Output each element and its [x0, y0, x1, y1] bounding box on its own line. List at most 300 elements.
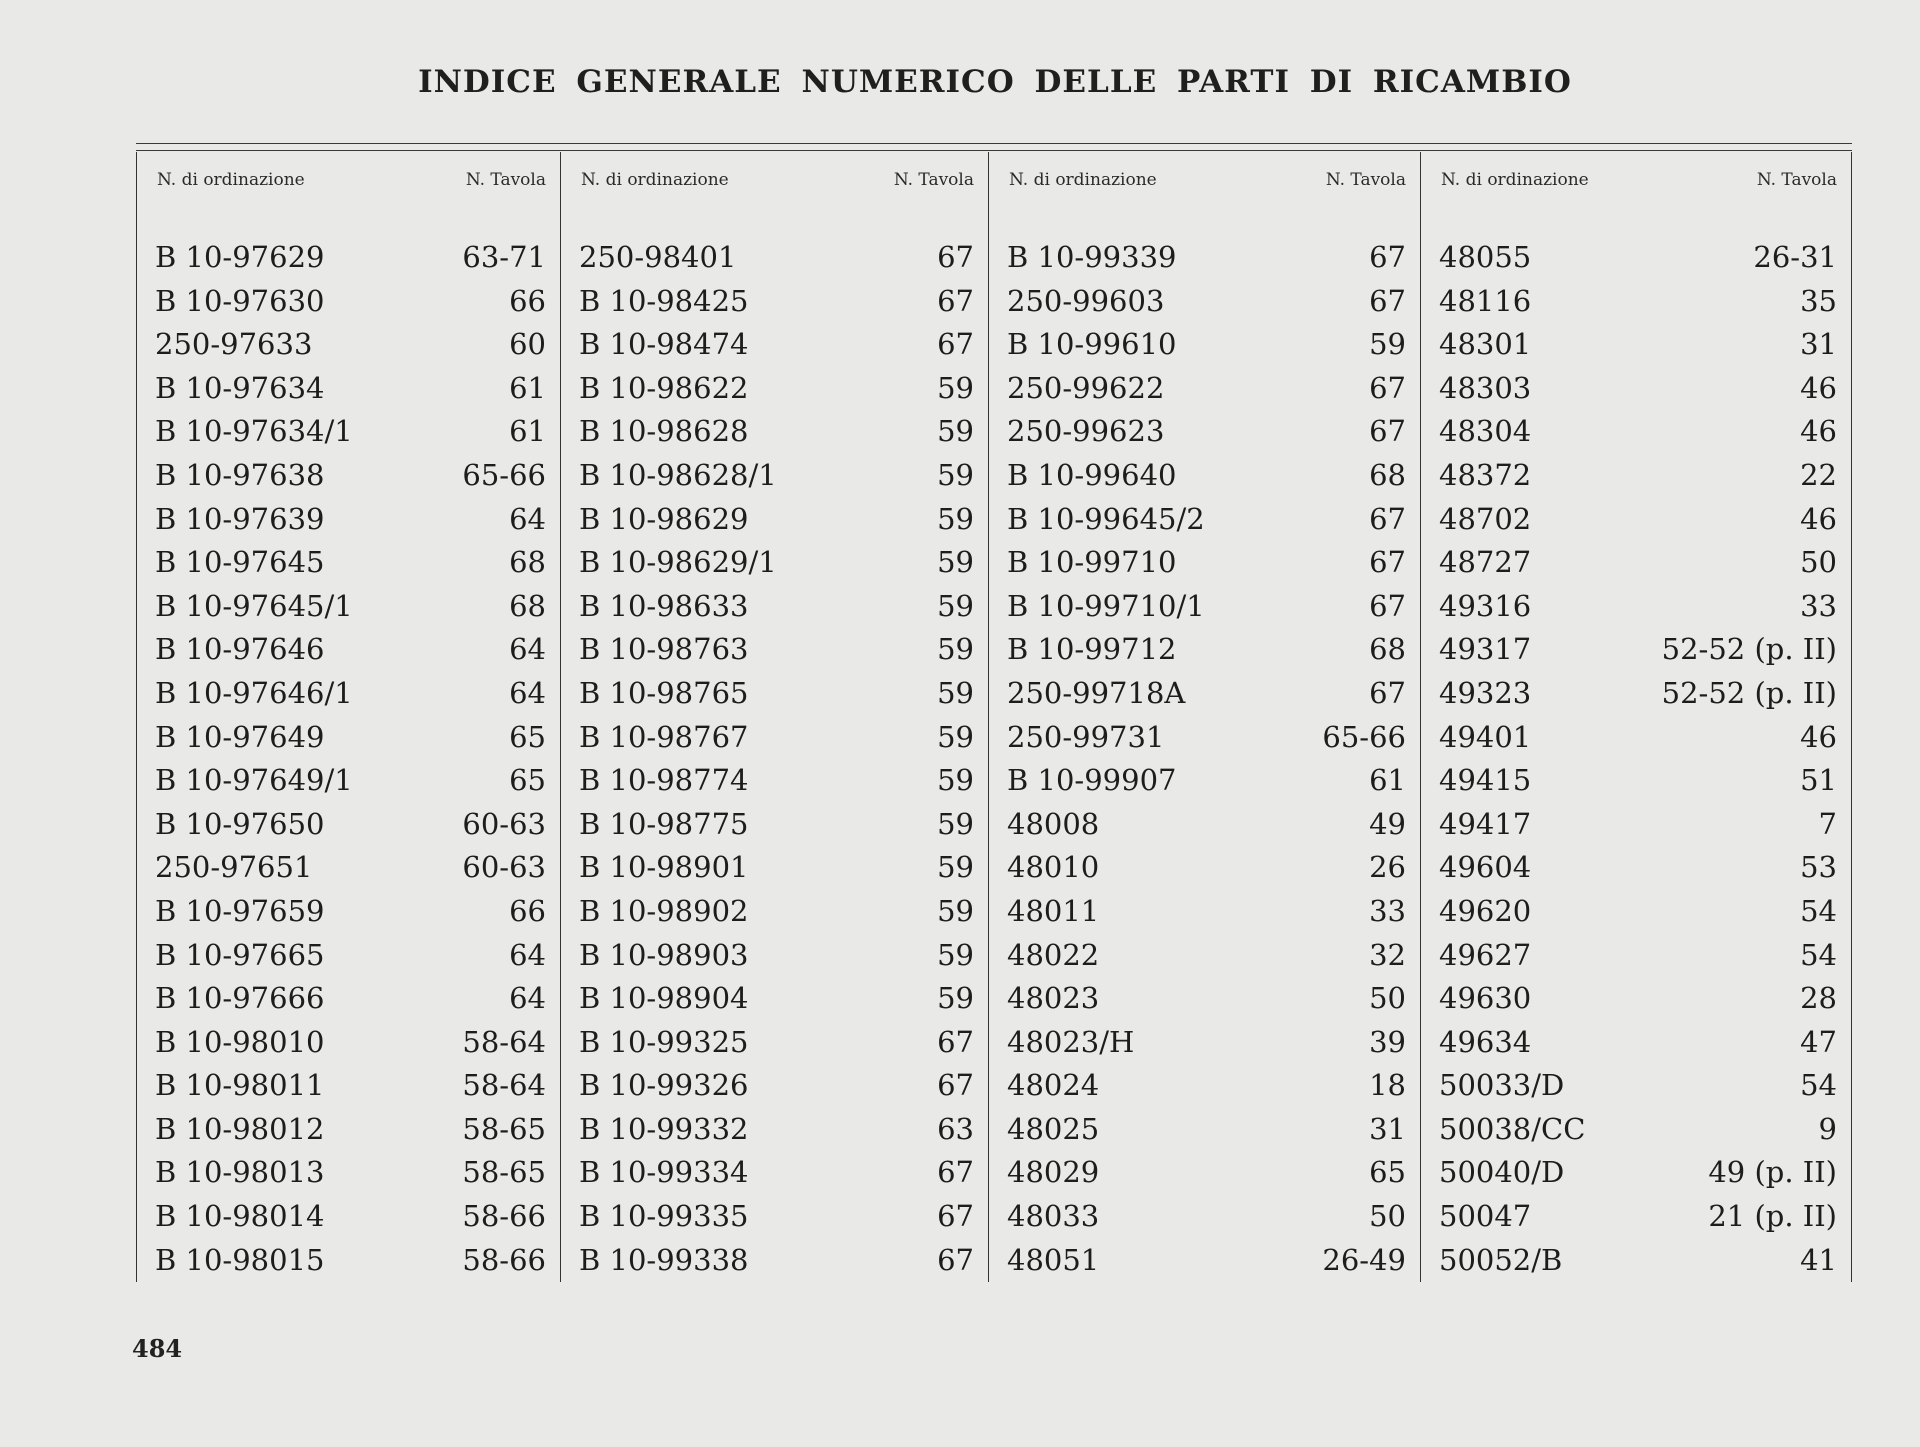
table-row — [989, 1064, 1420, 1108]
table-number: 65-66 — [462, 457, 546, 492]
table-row — [1421, 1151, 1851, 1195]
table-row — [561, 672, 988, 716]
table-row — [989, 541, 1420, 585]
order-number: 48023 — [1007, 981, 1100, 1016]
order-number: B 10-98763 — [579, 632, 749, 667]
table-number: 60 — [509, 327, 546, 362]
order-number: 48023/H — [1007, 1024, 1135, 1059]
table-row — [561, 934, 988, 978]
table-row — [561, 1021, 988, 1065]
table-row — [1421, 890, 1851, 934]
table-number: 54 — [1800, 937, 1837, 972]
table-row — [561, 628, 988, 672]
table-number: 18 — [1369, 1068, 1406, 1103]
order-number: B 10-97646 — [155, 632, 325, 667]
table-row — [137, 672, 560, 716]
table-row — [137, 410, 560, 454]
table-number: 68 — [1369, 632, 1406, 667]
order-number: 250-97651 — [155, 850, 313, 885]
column-header — [989, 170, 1420, 200]
table-row — [1421, 236, 1851, 280]
table-number: 58-66 — [462, 1199, 546, 1234]
table-number: 61 — [509, 370, 546, 405]
table-number: 68 — [1369, 457, 1406, 492]
table-row — [989, 803, 1420, 847]
table-row — [137, 1195, 560, 1239]
index-column-3 — [988, 152, 1420, 1282]
table-number: 67 — [1369, 283, 1406, 318]
order-number: B 10-97650 — [155, 806, 325, 841]
order-number: B 10-98011 — [155, 1068, 325, 1103]
table-number: 67 — [1369, 414, 1406, 449]
table-number: 61 — [509, 414, 546, 449]
order-number: B 10-99334 — [579, 1155, 749, 1190]
table-number: 67 — [1369, 240, 1406, 274]
order-number: B 10-98622 — [579, 370, 749, 405]
order-number: 48303 — [1439, 370, 1532, 405]
table-row — [1421, 1195, 1851, 1239]
table-row — [1421, 454, 1851, 498]
table-number: 67 — [937, 240, 974, 274]
order-number: B 10-98633 — [579, 588, 749, 623]
table-number: 59 — [937, 850, 974, 885]
table-number: 31 — [1800, 327, 1837, 362]
order-number: B 10-97629 — [155, 240, 325, 274]
table-row — [561, 803, 988, 847]
order-number: B 10-99907 — [1007, 763, 1177, 798]
table-number: 65 — [509, 763, 546, 798]
order-number: B 10-98629 — [579, 501, 749, 536]
table-number: 33 — [1369, 893, 1406, 928]
index-column-2 — [560, 152, 988, 1282]
order-number: B 10-98628/1 — [579, 457, 777, 492]
order-number: B 10-97630 — [155, 283, 325, 318]
table-number: 59 — [937, 588, 974, 623]
table-number: 54 — [1800, 1068, 1837, 1103]
order-number: B 10-97645 — [155, 545, 325, 580]
header-table-number: N. Tavola — [465, 170, 546, 190]
table-number: 31 — [1369, 1111, 1406, 1146]
table-row — [561, 454, 988, 498]
table-row — [1421, 1021, 1851, 1065]
table-row — [989, 759, 1420, 803]
table-number: 67 — [937, 1068, 974, 1103]
table-number: 50 — [1369, 1199, 1406, 1234]
table-row — [989, 977, 1420, 1021]
order-number: B 10-98901 — [579, 850, 749, 885]
order-number: 50038/CC — [1439, 1111, 1586, 1146]
table-row — [1421, 367, 1851, 411]
table-row — [989, 1195, 1420, 1239]
table-row — [989, 1108, 1420, 1152]
order-number: B 10-97649 — [155, 719, 325, 754]
table-row — [989, 890, 1420, 934]
order-number: B 10-98904 — [579, 981, 749, 1016]
table-number: 64 — [509, 501, 546, 536]
table-number: 26-31 — [1753, 240, 1837, 274]
order-number: 250-99718A — [1007, 675, 1186, 710]
table-number: 46 — [1800, 719, 1837, 754]
order-number: 48010 — [1007, 850, 1100, 885]
table-number: 67 — [1369, 370, 1406, 405]
table-row — [989, 498, 1420, 542]
order-number: B 10-98767 — [579, 719, 749, 754]
order-number: B 10-98775 — [579, 806, 749, 841]
table-number: 59 — [937, 763, 974, 798]
table-row — [561, 323, 988, 367]
table-row — [1421, 846, 1851, 890]
order-number: B 10-99325 — [579, 1024, 749, 1059]
table-row — [561, 977, 988, 1021]
table-number: 52-52 (p. II) — [1661, 675, 1837, 710]
order-number: 48029 — [1007, 1155, 1100, 1190]
table-row — [561, 236, 988, 280]
order-number: 250-99603 — [1007, 283, 1165, 318]
table-row — [561, 890, 988, 934]
order-number: 49417 — [1439, 806, 1532, 841]
table-row — [561, 541, 988, 585]
table-row — [1421, 628, 1851, 672]
table-row — [989, 1021, 1420, 1065]
order-number: 48702 — [1439, 501, 1532, 536]
header-table-number: N. Tavola — [893, 170, 974, 190]
order-number: 50033/D — [1439, 1068, 1565, 1103]
table-number: 67 — [1369, 545, 1406, 580]
order-number: B 10-99339 — [1007, 240, 1177, 274]
table-row — [989, 934, 1420, 978]
table-number: 26 — [1369, 850, 1406, 885]
order-number: B 10-98010 — [155, 1024, 325, 1059]
order-number: B 10-97634 — [155, 370, 325, 405]
table-row — [137, 367, 560, 411]
table-number: 66 — [509, 893, 546, 928]
table-number: 67 — [937, 1155, 974, 1190]
table-row — [561, 498, 988, 542]
table-number: 22 — [1800, 457, 1837, 492]
table-row — [137, 498, 560, 542]
order-number: B 10-97649/1 — [155, 763, 353, 798]
table-number: 53 — [1800, 850, 1837, 885]
header-table-number: N. Tavola — [1325, 170, 1406, 190]
table-row — [137, 454, 560, 498]
table-row — [137, 541, 560, 585]
table-row — [137, 759, 560, 803]
table-number: 68 — [509, 545, 546, 580]
table-number: 59 — [937, 675, 974, 710]
table-number: 58-66 — [462, 1242, 546, 1277]
table-number: 39 — [1369, 1024, 1406, 1059]
table-row — [137, 846, 560, 890]
table-row — [1421, 1239, 1851, 1283]
table-number: 67 — [937, 283, 974, 318]
table-number: 28 — [1800, 981, 1837, 1016]
table-number: 58-65 — [462, 1111, 546, 1146]
table-number: 58-65 — [462, 1155, 546, 1190]
order-number: 49317 — [1439, 632, 1532, 667]
table-row — [561, 1195, 988, 1239]
order-number: B 10-98474 — [579, 327, 749, 362]
order-number: 250-98401 — [579, 240, 737, 274]
table-number: 63-71 — [462, 240, 546, 274]
table-number: 58-64 — [462, 1068, 546, 1103]
table-number: 47 — [1800, 1024, 1837, 1059]
order-number: B 10-98015 — [155, 1242, 325, 1277]
table-number: 33 — [1800, 588, 1837, 623]
table-number: 67 — [937, 1024, 974, 1059]
table-number: 58-64 — [462, 1024, 546, 1059]
table-row — [561, 716, 988, 760]
table-number: 51 — [1800, 763, 1837, 798]
table-number: 67 — [1369, 588, 1406, 623]
order-number: B 10-98425 — [579, 283, 749, 318]
order-number: 48372 — [1439, 457, 1532, 492]
table-number: 49 — [1369, 806, 1406, 841]
table-number: 67 — [937, 1199, 974, 1234]
table-row — [137, 280, 560, 324]
table-number: 52-52 (p. II) — [1661, 632, 1837, 667]
order-number: 49323 — [1439, 675, 1532, 710]
table-number: 32 — [1369, 937, 1406, 972]
table-number: 21 (p. II) — [1708, 1199, 1837, 1234]
order-number: B 10-98774 — [579, 763, 749, 798]
table-row — [561, 1151, 988, 1195]
parts-index-table — [136, 152, 1852, 1282]
order-number: B 10-97659 — [155, 893, 325, 928]
table-row — [1421, 977, 1851, 1021]
table-row — [561, 585, 988, 629]
order-number: B 10-98012 — [155, 1111, 325, 1146]
table-row — [561, 410, 988, 454]
table-row — [989, 454, 1420, 498]
order-number: 48011 — [1007, 893, 1100, 928]
index-column-4 — [1420, 152, 1852, 1282]
table-row — [1421, 759, 1851, 803]
table-number: 59 — [937, 370, 974, 405]
table-number: 67 — [937, 1242, 974, 1277]
table-row — [1421, 323, 1851, 367]
table-row — [989, 672, 1420, 716]
table-number: 60-63 — [462, 806, 546, 841]
table-row — [137, 1151, 560, 1195]
table-number: 59 — [937, 981, 974, 1016]
order-number: B 10-97639 — [155, 501, 325, 536]
column-rows — [1421, 236, 1851, 1282]
order-number: 48033 — [1007, 1199, 1100, 1234]
order-number: B 10-97666 — [155, 981, 325, 1016]
table-number: 59 — [937, 806, 974, 841]
page-number: 484 — [132, 1334, 183, 1363]
table-row — [561, 280, 988, 324]
table-row — [137, 934, 560, 978]
column-rows — [561, 236, 988, 1282]
table-number: 61 — [1369, 763, 1406, 798]
table-row — [989, 280, 1420, 324]
table-number: 63 — [937, 1111, 974, 1146]
table-row — [989, 1239, 1420, 1283]
column-header — [1421, 170, 1851, 200]
table-number: 59 — [937, 457, 974, 492]
order-number: B 10-99710/1 — [1007, 588, 1205, 623]
column-rows — [137, 236, 560, 1282]
table-row — [137, 1239, 560, 1283]
order-number: B 10-97638 — [155, 457, 325, 492]
order-number: 50052/B — [1439, 1242, 1563, 1277]
order-number: B 10-98013 — [155, 1155, 325, 1190]
table-row — [137, 236, 560, 280]
order-number: 50040/D — [1439, 1155, 1565, 1190]
order-number: 49316 — [1439, 588, 1532, 623]
order-number: 49604 — [1439, 850, 1532, 885]
header-order-number: N. di ordinazione — [1009, 170, 1157, 190]
order-number: B 10-98765 — [579, 675, 749, 710]
order-number: 49620 — [1439, 893, 1532, 928]
table-number: 59 — [937, 937, 974, 972]
table-row — [561, 367, 988, 411]
table-number: 59 — [937, 545, 974, 580]
header-order-number: N. di ordinazione — [157, 170, 305, 190]
order-number: B 10-99645/2 — [1007, 501, 1205, 536]
table-row — [989, 367, 1420, 411]
table-number: 68 — [509, 588, 546, 623]
table-number: 66 — [509, 283, 546, 318]
column-header — [561, 170, 988, 200]
table-row — [1421, 585, 1851, 629]
table-row — [137, 628, 560, 672]
table-row — [1421, 410, 1851, 454]
order-number: 48024 — [1007, 1068, 1100, 1103]
table-row — [137, 890, 560, 934]
order-number: B 10-97665 — [155, 937, 325, 972]
order-number: B 10-97634/1 — [155, 414, 353, 449]
table-row — [561, 1064, 988, 1108]
table-number: 64 — [509, 937, 546, 972]
order-number: 48022 — [1007, 937, 1100, 972]
column-rows — [989, 236, 1420, 1282]
order-number: B 10-98628 — [579, 414, 749, 449]
table-row — [137, 1108, 560, 1152]
table-row — [1421, 803, 1851, 847]
table-number: 35 — [1800, 283, 1837, 318]
order-number: B 10-98014 — [155, 1199, 325, 1234]
order-number: 49401 — [1439, 719, 1532, 754]
table-row — [989, 236, 1420, 280]
order-number: 250-99623 — [1007, 414, 1165, 449]
table-number: 46 — [1800, 370, 1837, 405]
order-number: 49627 — [1439, 937, 1532, 972]
table-row — [1421, 1064, 1851, 1108]
table-row — [989, 323, 1420, 367]
table-row — [137, 1021, 560, 1065]
order-number: 50047 — [1439, 1199, 1532, 1234]
table-number: 64 — [509, 632, 546, 667]
table-number: 54 — [1800, 893, 1837, 928]
order-number: 48025 — [1007, 1111, 1100, 1146]
header-order-number: N. di ordinazione — [581, 170, 729, 190]
table-number: 26-49 — [1322, 1242, 1406, 1277]
order-number: 48008 — [1007, 806, 1100, 841]
order-number: B 10-99338 — [579, 1242, 749, 1277]
order-number: B 10-99712 — [1007, 632, 1177, 667]
table-row — [1421, 716, 1851, 760]
table-number: 64 — [509, 675, 546, 710]
order-number: B 10-99640 — [1007, 457, 1177, 492]
page-title: INDICE GENERALE NUMERICO DELLE PARTI DI RICAMBIO — [418, 64, 1572, 100]
table-number: 59 — [937, 632, 974, 667]
order-number: 48727 — [1439, 545, 1532, 580]
index-column-1 — [136, 152, 560, 1282]
table-row — [989, 1151, 1420, 1195]
table-number: 65 — [509, 719, 546, 754]
table-number: 67 — [1369, 501, 1406, 536]
table-number: 50 — [1800, 545, 1837, 580]
table-row — [989, 716, 1420, 760]
column-header — [137, 170, 560, 200]
table-number: 7 — [1818, 806, 1837, 841]
table-row — [137, 323, 560, 367]
order-number: B 10-99326 — [579, 1068, 749, 1103]
order-number: 49634 — [1439, 1024, 1532, 1059]
table-row — [561, 1108, 988, 1152]
order-number: 250-97633 — [155, 327, 313, 362]
table-row — [1421, 934, 1851, 978]
table-number: 9 — [1818, 1111, 1837, 1146]
table-row — [137, 977, 560, 1021]
top-rule-double — [136, 150, 1852, 151]
table-row — [1421, 280, 1851, 324]
order-number: 48304 — [1439, 414, 1532, 449]
order-number: 49415 — [1439, 763, 1532, 798]
table-row — [561, 846, 988, 890]
table-row — [137, 803, 560, 847]
table-row — [137, 1064, 560, 1108]
table-row — [1421, 541, 1851, 585]
table-row — [137, 585, 560, 629]
order-number: B 10-99710 — [1007, 545, 1177, 580]
order-number: B 10-97646/1 — [155, 675, 353, 710]
table-number: 59 — [937, 719, 974, 754]
table-row — [989, 585, 1420, 629]
table-number: 65-66 — [1322, 719, 1406, 754]
table-number: 46 — [1800, 501, 1837, 536]
table-number: 46 — [1800, 414, 1837, 449]
order-number: B 10-98629/1 — [579, 545, 777, 580]
table-number: 49 (p. II) — [1708, 1155, 1837, 1190]
order-number: B 10-99332 — [579, 1111, 749, 1146]
table-number: 67 — [937, 327, 974, 362]
order-number: 250-99731 — [1007, 719, 1165, 754]
table-number: 67 — [1369, 675, 1406, 710]
table-number: 50 — [1369, 981, 1406, 1016]
top-rule — [136, 143, 1852, 144]
order-number: 48055 — [1439, 240, 1532, 274]
order-number: 49630 — [1439, 981, 1532, 1016]
order-number: B 10-97645/1 — [155, 588, 353, 623]
table-row — [561, 759, 988, 803]
order-number: 48301 — [1439, 327, 1532, 362]
table-number: 60-63 — [462, 850, 546, 885]
table-number: 59 — [1369, 327, 1406, 362]
order-number: 250-99622 — [1007, 370, 1165, 405]
order-number: 48116 — [1439, 283, 1532, 318]
order-number: B 10-99335 — [579, 1199, 749, 1234]
order-number: 48051 — [1007, 1242, 1100, 1277]
table-row — [989, 628, 1420, 672]
table-row — [989, 846, 1420, 890]
order-number: B 10-98903 — [579, 937, 749, 972]
table-row — [1421, 1108, 1851, 1152]
table-number: 59 — [937, 414, 974, 449]
table-number: 65 — [1369, 1155, 1406, 1190]
